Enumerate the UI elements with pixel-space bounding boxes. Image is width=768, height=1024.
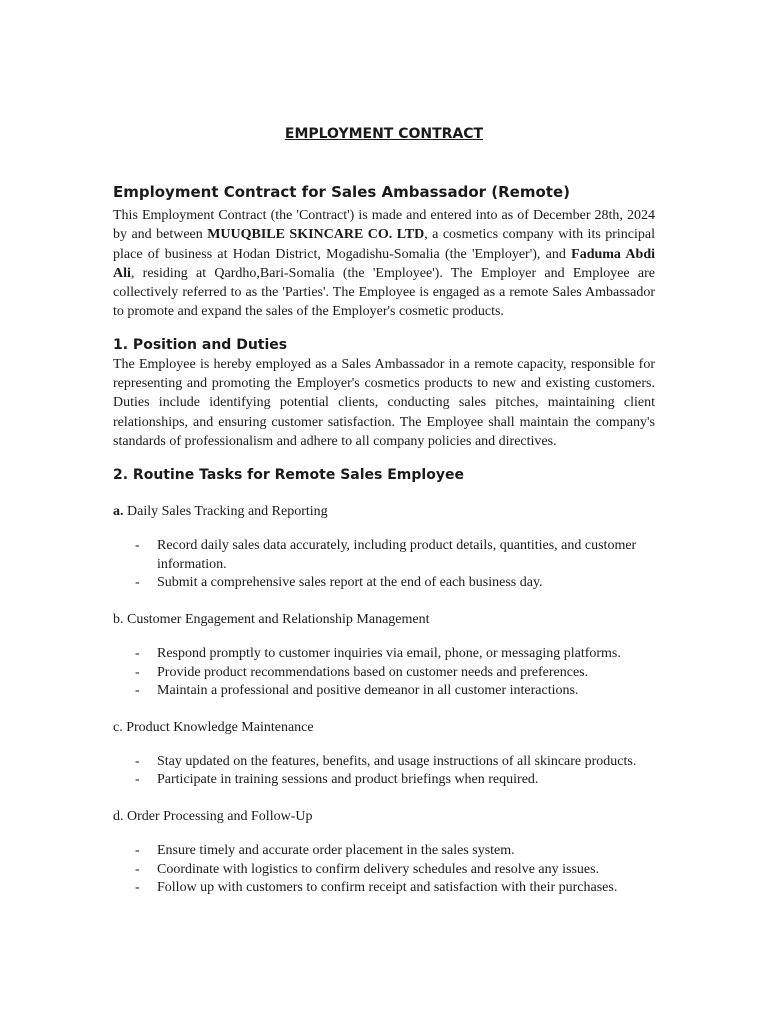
intro-text-2: , a cosmetics company with its principal place of business at Hodan District, Mogadishu-Somalia (the 'Employer'), and [113,227,655,262]
task-bullet-item [113,574,655,593]
task-letter: a. [113,504,124,520]
task-bullet-text: Ensure timely and accurate order placement in the sales system. [157,843,515,859]
task-bullet-text: Coordinate with logistics to confirm delivery schedules and resolve any issues. [157,861,600,877]
task-bullet-list [113,645,655,701]
task-heading [113,807,655,826]
task-title: d. Order Processing and Follow-Up [113,809,313,825]
dash-bullet-icon: - [135,683,140,699]
task-bullet-text: Stay updated on the features, benefits, and usage instructions of all skincare products. [157,753,637,769]
task-heading [113,718,655,737]
dash-bullet-icon: - [135,861,140,877]
dash-bullet-icon: - [135,664,140,680]
task-title: Daily Sales Tracking and Reporting [123,504,328,520]
task-bullet-item [113,879,655,898]
task-bullet-text: Maintain a professional and positive demeanor in all customer interactions. [157,683,579,699]
task-title: c. Product Knowledge Maintenance [113,719,314,735]
employee-name: Faduma Abdi Ali [113,246,655,281]
task-bullet-text: Submit a comprehensive sales report at the end of each business day. [157,575,543,591]
contract-heading: Employment Contract for Sales Ambassador (Remote) [113,183,570,201]
task-heading [113,610,655,629]
task-bullet-item [113,753,655,772]
intro-text-1: This Employment Contract (the 'Contract') is made and entered into as of December 28th, 2024 by and between [113,208,655,243]
task-bullet-item [113,771,655,790]
task-bullet-list [113,842,655,898]
section-1-heading: 1. Position and Duties [113,336,288,353]
dash-bullet-icon: - [135,538,140,554]
task-bullet-item [113,682,655,701]
section-2-heading: 2. Routine Tasks for Remote Sales Employee [113,467,464,484]
task-bullet-item [113,645,655,664]
task-bullet-list [113,537,655,593]
document-body [113,182,655,898]
dash-bullet-icon: - [135,880,140,896]
employer-name: MUUQBILE SKINCARE CO. LTD [207,227,425,243]
task-bullet-item [113,537,655,574]
document-title: EMPLOYMENT CONTRACT [284,126,484,142]
task-bullet-text: Participate in training sessions and product briefings when required. [157,772,539,788]
task-bullet-item [113,861,655,880]
dash-bullet-icon: - [135,575,140,591]
task-bullet-text: Provide product recommendations based on customer needs and preferences. [157,664,589,680]
task-title: b. Customer Engagement and Relationship Management [113,612,430,628]
dash-bullet-icon: - [135,843,140,859]
intro-text-3: , residing at Qardho,Bari-Somalia (the 'Employee'). The Employer and Employee are collectively referred to as the 'Parties'. The Employee is engaged as a remote Sales Ambassador to promote and expand the sales of the Employer's cosmetic products. [113,265,655,320]
task-list [113,485,655,898]
section-1-paragraph: The Employee is hereby employed as a Sales Ambassador in a remote capacity, responsible for representing and promoting the Employer's cosmetics products to new and existing customers. Duties include identifying potential clients, conducting sales pitches, maintaining client relationships, and ensuring customer satisfaction. The Employee shall maintain the company's standards of professionalism and adhere to all company policies and directives. [113,356,655,449]
dash-bullet-icon: - [135,646,140,662]
dash-bullet-icon: - [135,753,140,769]
intro-paragraph [113,206,655,322]
task-bullet-list [113,753,655,790]
task-bullet-text: Respond promptly to customer inquiries via email, phone, or messaging platforms. [157,646,621,662]
dash-bullet-icon: - [135,772,140,788]
task-bullet-text: Follow up with customers to confirm receipt and satisfaction with their purchases. [157,880,618,896]
task-heading [113,502,655,521]
task-bullet-text: Record daily sales data accurately, including product details, quantities, and customer information. [157,538,637,572]
task-bullet-item [113,842,655,861]
task-bullet-item [113,664,655,683]
